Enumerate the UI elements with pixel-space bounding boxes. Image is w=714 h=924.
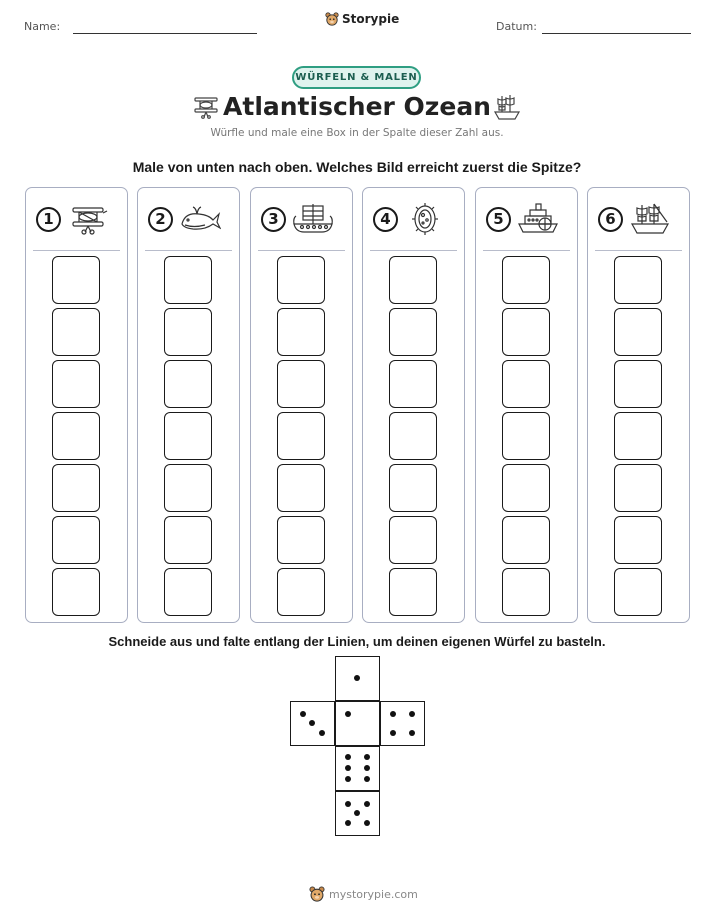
pip: [345, 801, 351, 807]
pip: [409, 711, 415, 717]
whale-icon: [179, 202, 221, 236]
column-divider: [595, 250, 682, 251]
column-divider: [258, 250, 345, 251]
footer-url[interactable]: mystorypie.com: [329, 887, 418, 901]
steamboat-icon: [517, 202, 559, 236]
activity-badge: WÜRFELN & MALEN: [292, 66, 421, 89]
color-box[interactable]: [389, 516, 437, 564]
color-box[interactable]: [277, 360, 325, 408]
color-box[interactable]: [277, 516, 325, 564]
ship-title-icon: [492, 92, 522, 122]
color-box[interactable]: [389, 308, 437, 356]
color-box[interactable]: [389, 464, 437, 512]
pip: [364, 820, 370, 826]
pip: [345, 820, 351, 826]
color-box[interactable]: [52, 256, 100, 304]
color-box[interactable]: [164, 412, 212, 460]
color-box[interactable]: [389, 360, 437, 408]
color-box[interactable]: [614, 308, 662, 356]
sailing-ship-icon: [629, 202, 671, 236]
color-box[interactable]: [277, 308, 325, 356]
die-face-five: [335, 791, 380, 836]
page-subtitle: Würfle und male eine Box in der Spalte dieser Zahl aus.: [210, 127, 504, 139]
pip: [364, 754, 370, 760]
color-box[interactable]: [502, 412, 550, 460]
column-number: 6: [598, 207, 623, 232]
die-face-three: [290, 701, 335, 746]
color-box[interactable]: [502, 360, 550, 408]
column-number: 1: [36, 207, 61, 232]
color-box[interactable]: [614, 360, 662, 408]
logo-text: Storypie: [342, 12, 400, 26]
column-divider: [370, 250, 457, 251]
pip: [345, 711, 351, 717]
color-box[interactable]: [277, 256, 325, 304]
die-face-one: [335, 656, 380, 701]
color-box[interactable]: [502, 464, 550, 512]
color-box[interactable]: [52, 568, 100, 616]
color-box[interactable]: [389, 412, 437, 460]
die-face-four: [380, 701, 425, 746]
pip: [319, 730, 325, 736]
column-divider: [145, 250, 232, 251]
color-box[interactable]: [164, 464, 212, 512]
viking-ship-icon: [292, 202, 334, 236]
color-box[interactable]: [502, 568, 550, 616]
color-box[interactable]: [614, 256, 662, 304]
color-box[interactable]: [164, 568, 212, 616]
column-3: [250, 187, 353, 623]
color-box[interactable]: [389, 256, 437, 304]
pip: [345, 776, 351, 782]
column-5: [475, 187, 578, 623]
color-box[interactable]: [164, 516, 212, 564]
color-box[interactable]: [277, 464, 325, 512]
column-4: [362, 187, 465, 623]
page-title: Atlantischer Ozean: [223, 92, 491, 121]
bear-icon: [325, 12, 339, 26]
footer: [309, 886, 418, 902]
column-number: 2: [148, 207, 173, 232]
date-label: Datum:: [496, 20, 537, 33]
pip: [354, 675, 360, 681]
pip: [300, 711, 306, 717]
name-label: Name:: [24, 20, 61, 33]
column-6: [587, 187, 690, 623]
column-2: [137, 187, 240, 623]
column-divider: [33, 250, 120, 251]
pip: [345, 754, 351, 760]
pip: [364, 801, 370, 807]
die-face-six: [335, 746, 380, 791]
pip: [390, 711, 396, 717]
column-1: [25, 187, 128, 623]
column-number: 3: [261, 207, 286, 232]
pip: [354, 810, 360, 816]
pip: [309, 720, 315, 726]
column-number: 4: [373, 207, 398, 232]
date-line[interactable]: [542, 33, 691, 34]
color-box[interactable]: [52, 360, 100, 408]
color-box[interactable]: [52, 308, 100, 356]
pip: [364, 765, 370, 771]
plankton-icon: [404, 202, 446, 236]
pip: [345, 765, 351, 771]
color-box[interactable]: [614, 516, 662, 564]
color-box[interactable]: [614, 412, 662, 460]
color-box[interactable]: [277, 412, 325, 460]
color-box[interactable]: [389, 568, 437, 616]
name-line[interactable]: [73, 33, 257, 34]
column-divider: [483, 250, 570, 251]
color-box[interactable]: [164, 256, 212, 304]
column-number: 5: [486, 207, 511, 232]
pip: [409, 730, 415, 736]
pip: [364, 776, 370, 782]
bear-icon: [309, 886, 325, 902]
airplane-icon: [67, 202, 109, 236]
color-box[interactable]: [502, 308, 550, 356]
pip: [390, 730, 396, 736]
color-box[interactable]: [164, 308, 212, 356]
color-box[interactable]: [502, 516, 550, 564]
color-box[interactable]: [164, 360, 212, 408]
instruction-text: Male von unten nach oben. Welches Bild erreicht zuerst die Spitze?: [132, 159, 582, 175]
storypie-logo: [325, 12, 399, 26]
color-box[interactable]: [614, 464, 662, 512]
die-face-one-center: [335, 701, 380, 746]
color-box[interactable]: [52, 464, 100, 512]
cut-instruction: Schneide aus und falte entlang der Linien, um deinen eigenen Würfel zu basteln.: [108, 634, 606, 649]
color-box[interactable]: [502, 256, 550, 304]
color-box[interactable]: [277, 568, 325, 616]
color-box[interactable]: [52, 516, 100, 564]
color-box[interactable]: [614, 568, 662, 616]
color-box[interactable]: [52, 412, 100, 460]
